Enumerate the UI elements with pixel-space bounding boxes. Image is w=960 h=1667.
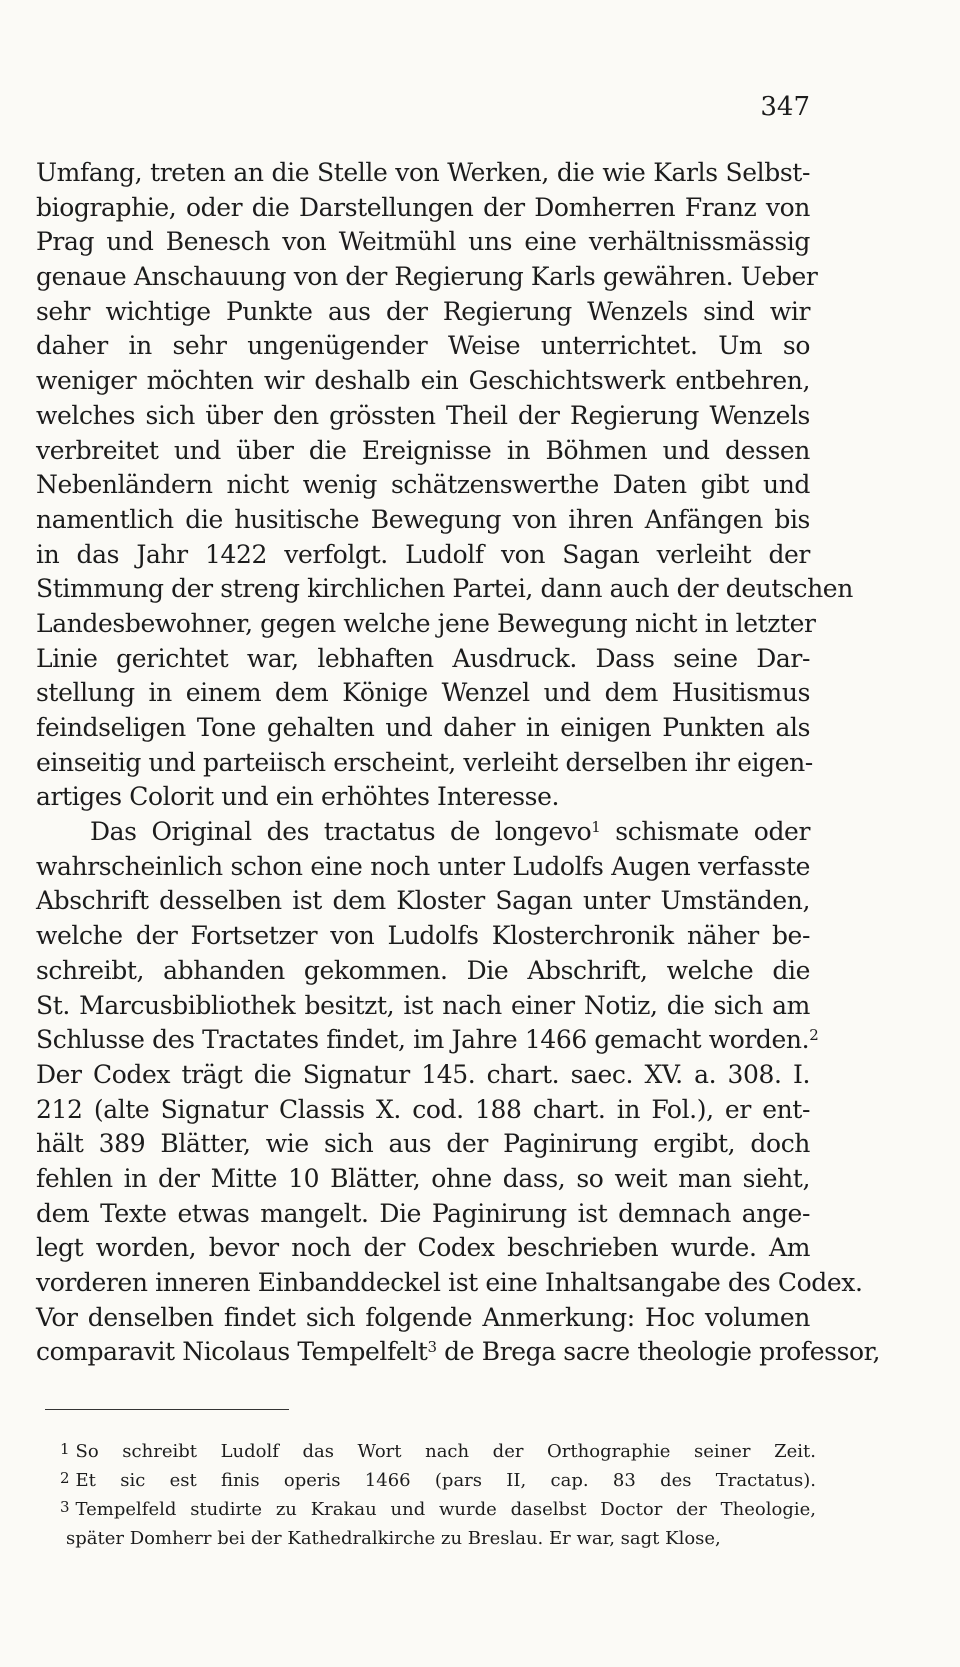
text-line: Landesbewohner, gegen welche jene Bewegung nicht in letzter	[36, 608, 816, 638]
text-line: welche der Fortsetzer von Ludolfs Klosterchronik näher be-	[36, 921, 810, 951]
text-line: Abschrift desselben ist dem Kloster Sagan unter Umständen,	[36, 886, 810, 916]
text-line: Linie gerichtet war, lebhaften Ausdruck. Dass seine Dar-	[36, 643, 810, 673]
footnote: $^2$ Et sic est finis operis 1466 (pars II, cap. 83 des Tractatus).	[60, 1469, 816, 1491]
text-line: sehr wichtige Punkte aus der Regierung Wenzels sind wir	[36, 296, 810, 326]
footnote-ref: 2	[809, 1025, 819, 1044]
footnote-mark: 1	[60, 1440, 70, 1458]
text-line: daher in sehr ungenügender Weise unterrichtet. Um so	[36, 331, 810, 361]
text-line: Prag und Benesch von Weitmühl uns eine verhältnissmässig	[36, 227, 810, 257]
footnote-mark: 3	[60, 1498, 70, 1516]
footnote-divider	[45, 1409, 289, 1410]
text-line: welches sich über den grössten Theil der Regierung Wenzels	[36, 400, 810, 430]
text-line: namentlich die husitische Bewegung von ihren Anfängen bis	[36, 504, 810, 534]
text-line: Nebenländern nicht wenig schätzenswerthe Daten gibt und	[36, 470, 810, 500]
text-line: biographie, oder die Darstellungen der Domherren Franz von	[36, 192, 810, 222]
footnote: $^3$ Tempelfeld studirte zu Krakau und wurde daselbst Doctor der Theologie,	[60, 1498, 816, 1520]
text-line: Der Codex trägt die Signatur 145. chart. saec. XV. a. 308. I.	[36, 1059, 810, 1089]
text-line: Schlusse des Tractates findet, im Jahre 1466 gemacht worden.$^2$	[36, 1025, 819, 1055]
text-line: stellung in einem dem Könige Wenzel und dem Husitismus	[36, 678, 810, 708]
text-line: in das Jahr 1422 verfolgt. Ludolf von Sagan verleiht der	[36, 539, 810, 569]
footnotes	[60, 1437, 816, 1553]
text-line: wahrscheinlich schon eine noch unter Ludolfs Augen verfasste	[36, 851, 810, 881]
text-line: schreibt, abhanden gekommen. Die Abschrift, welche die	[36, 955, 810, 985]
text-line: fehlen in der Mitte 10 Blätter, ohne dass, so weit man sieht,	[36, 1163, 810, 1193]
text-line: legt worden, bevor noch der Codex beschrieben wurde. Am	[36, 1233, 810, 1263]
text-line: dem Texte etwas mangelt. Die Paginirung ist demnach ange-	[36, 1198, 810, 1228]
text-line: Vor denselben findet sich folgende Anmerkung: Hoc volumen	[36, 1302, 810, 1332]
text-line: Stimmung der streng kirchlichen Partei, dann auch der deutschen	[36, 574, 853, 604]
footnote-ref: 1	[591, 817, 601, 836]
text-line: Das Original des tractatus de longevo$^1$ schismate oder	[90, 817, 810, 847]
text-line: comparavit Nicolaus Tempelfelt$^3$ de Brega sacre theologie professor,	[36, 1337, 881, 1367]
main-text	[36, 156, 881, 1370]
text-line: feindseligen Tone gehalten und daher in einigen Punkten als	[36, 713, 810, 742]
page-number: 347	[760, 92, 810, 122]
text-line: Umfang, treten an die Stelle von Werken, die wie Karls Selbst-	[36, 158, 810, 187]
text-line: vorderen inneren Einbanddeckel ist eine Inhaltsangabe des Codex.	[36, 1268, 863, 1297]
text-line: weniger möchten wir deshalb ein Geschichtswerk entbehren,	[36, 366, 810, 396]
text-line: hält 389 Blätter, wie sich aus der Paginirung ergibt, doch	[36, 1129, 810, 1159]
footnote-mark: 2	[60, 1469, 70, 1487]
text-line: 212 (alte Signatur Classis X. cod. 188 chart. in Fol.), er ent-	[36, 1094, 810, 1124]
footnote: $^1$ So schreibt Ludolf das Wort nach der Orthographie seiner Zeit.	[60, 1440, 816, 1462]
text-line: verbreitet und über die Ereignisse in Böhmen und dessen	[36, 435, 810, 465]
footnote-ref: 3	[427, 1338, 437, 1357]
text-line: genaue Anschauung von der Regierung Karls gewähren. Ueber	[36, 262, 818, 292]
text-line: artiges Colorit und ein erhöhtes Interesse.	[36, 782, 560, 812]
text-line: St. Marcusbibliothek besitzt, ist nach einer Notiz, die sich am	[36, 990, 810, 1020]
text-line: einseitig und parteiisch erscheint, verleiht derselben ihr eigen-	[36, 747, 813, 777]
footnote-continuation: später Domherr bei der Kathedralkirche zu Breslau. Er war, sagt Klose,	[66, 1528, 721, 1549]
